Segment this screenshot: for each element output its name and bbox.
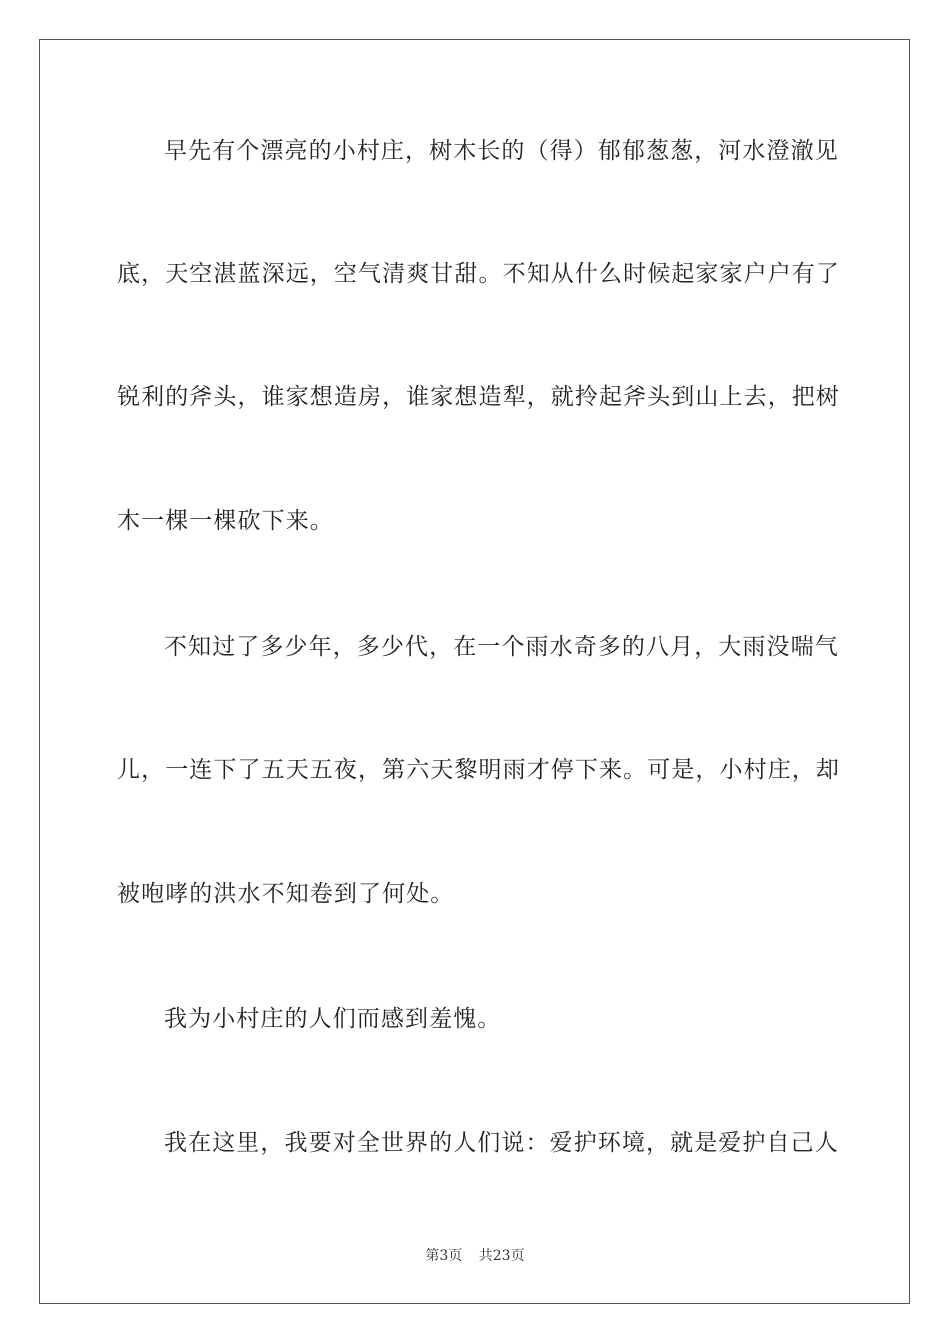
page-border [39,39,910,1304]
paragraph-2-line-1: 不知过了多少年，多少代，在一个雨水奇多的八月，大雨没喘气 [164,634,839,660]
paragraph-3-line-1: 我为小村庄的人们而感到羞愧。 [164,1006,502,1032]
paragraph-2-line-3: 被咆哮的洪水不知卷到了何处。 [117,881,455,907]
paragraph-2-line-2: 儿，一连下了五天五夜，第六天黎明雨才停下来。可是，小村庄，却 [117,757,840,783]
paragraph-1-line-2: 底，天空湛蓝深远，空气清爽甘甜。不知从什么时候起家家户户有了 [117,261,840,287]
paragraph-1-line-4: 木一棵一棵砍下来。 [117,508,334,534]
paragraph-1-line-3: 锐利的斧头，谁家想造房，谁家想造犁，就拎起斧头到山上去，把树 [117,384,840,410]
page-footer [0,1246,950,1266]
total-pages: 共23页 [478,1248,525,1264]
paragraph-4-line-1: 我在这里，我要对全世界的人们说：爱护环境，就是爱护自己人 [164,1130,839,1156]
paragraph-1-line-1: 早先有个漂亮的小村庄，树木长的（得）郁郁葱葱，河水澄澈见 [164,138,839,164]
page-number: 第3页 [425,1248,463,1264]
